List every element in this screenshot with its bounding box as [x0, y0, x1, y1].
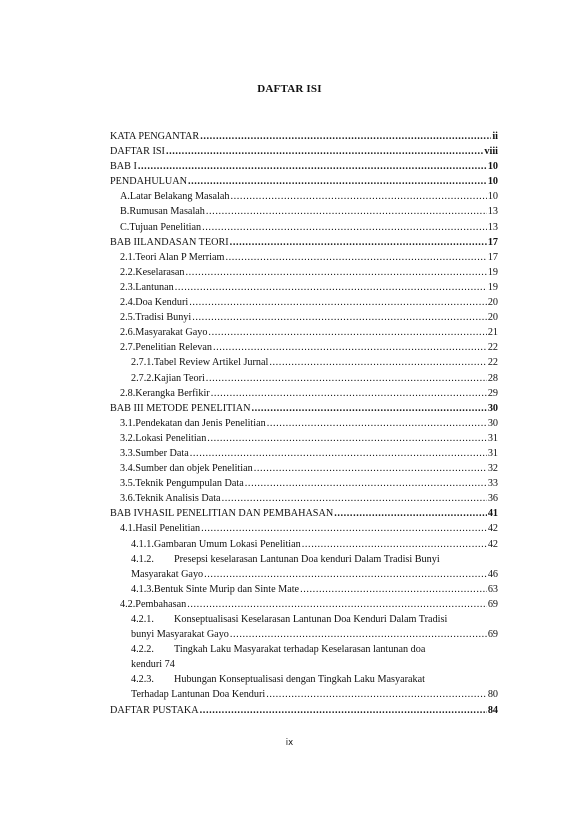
- toc-dot-leader: [166, 144, 483, 159]
- toc-dot-leader: [254, 461, 487, 476]
- toc-dot-leader: [207, 431, 487, 446]
- toc-entry-title: Doa Kenduri: [135, 297, 189, 309]
- toc-entry-page: 13: [487, 206, 498, 218]
- toc-entry-title: Tabel Review Artikel Jurnal: [153, 357, 269, 369]
- toc-entry-page: 10: [487, 161, 498, 173]
- toc-entry-title: Konseptualisasi Keselarasan Lantunan Doa Kenduri Dalam Tradisi: [174, 614, 448, 625]
- toc-entry: [110, 325, 498, 340]
- toc-entry-page: 10: [487, 191, 498, 203]
- toc-entry-number: 4.1.: [120, 523, 136, 535]
- toc-entry-page: 33: [487, 478, 498, 490]
- toc-entry-number: 3.5.: [120, 478, 136, 490]
- toc-dot-leader: [245, 476, 487, 491]
- toc-entry-number: B.: [120, 206, 130, 218]
- toc-entry: [110, 446, 498, 461]
- toc-entry-number: 4.1.1.: [131, 538, 154, 550]
- toc-entry-page: viii: [484, 146, 498, 158]
- toc-entry-number: BAB I: [110, 161, 137, 173]
- toc-dot-leader: [186, 265, 487, 280]
- toc-dot-leader: [200, 129, 491, 144]
- toc-entry-title: Pembahasan: [135, 598, 187, 610]
- toc-dot-leader: [230, 235, 487, 250]
- toc-entry-page: 22: [487, 357, 498, 369]
- toc-entry-page: 80: [487, 689, 498, 701]
- toc-entry: [110, 295, 498, 310]
- toc-entry-title: Keselarasan: [135, 266, 185, 278]
- toc-dot-leader: [206, 204, 487, 219]
- toc-entry: [110, 657, 498, 672]
- toc-entry-number: BAB II: [110, 236, 141, 248]
- toc-entry-number: 2.5.: [120, 312, 136, 324]
- page-number: ix: [285, 738, 294, 748]
- toc-entry-title: bunyi Masyarakat Gayo: [131, 629, 229, 641]
- toc-entry: [110, 537, 498, 552]
- toc-dot-leader: [175, 280, 487, 295]
- toc-dot-leader: [269, 355, 486, 370]
- toc-dot-leader: [200, 703, 487, 718]
- toc-entry-title: Tujuan Penelitian: [129, 221, 202, 233]
- toc-entry-number: 4.1.3.: [131, 583, 154, 595]
- toc-entry-number: 2.6.: [120, 327, 136, 339]
- toc-entry-title: kenduri 74: [131, 659, 175, 671]
- toc-entry-page: 29: [487, 387, 498, 399]
- toc-entry-number: BAB IV: [110, 508, 145, 520]
- toc-entry-number: 4.2.2.: [131, 644, 154, 656]
- toc-entry-title: KATA PENGANTAR: [110, 131, 200, 142]
- toc-entry-page: 22: [487, 342, 498, 354]
- toc-entry-title: Terhadap Lantunan Doa Kenduri: [131, 689, 266, 701]
- toc-dot-leader: [187, 597, 487, 612]
- toc-entry-title: Tingkah Laku Masyarakat terhadap Keselarasan lantunan doa: [174, 644, 426, 656]
- toc-entry-number: 2.1.: [120, 251, 136, 263]
- toc-entry-title: PENDAHULUAN: [110, 176, 187, 188]
- toc-entry-page: 17: [487, 236, 498, 248]
- toc-entry: [110, 310, 498, 325]
- toc-dot-leader: [267, 416, 487, 431]
- toc-entry-page: 69: [487, 598, 498, 610]
- toc-entry-title: Sumber dan objek Penelitian: [135, 463, 253, 475]
- toc-entry-page: 17: [487, 251, 498, 263]
- toc-dot-leader: [300, 582, 487, 597]
- toc-entry-number: 2.7.: [120, 342, 136, 354]
- toc-entry: [110, 340, 498, 355]
- toc-entry: [110, 265, 498, 280]
- toc-entry-title: DAFTAR PUSTAKA: [110, 704, 199, 716]
- toc-entry-title: Hasil Penelitian: [135, 523, 201, 535]
- toc-entry: [110, 476, 498, 491]
- toc-dot-leader: [266, 687, 487, 702]
- toc-entry-page: 36: [487, 493, 498, 505]
- toc-entry-page: 19: [487, 266, 498, 278]
- toc-entry: [110, 431, 498, 446]
- toc-entry: [110, 612, 498, 627]
- toc-entry-title: Lantunan: [135, 281, 174, 293]
- toc-entry-title: Lokasi Penelitian: [135, 432, 207, 444]
- toc-entry-page: 21: [487, 327, 498, 339]
- page-title: DAFTAR ISI: [257, 83, 322, 95]
- toc-entry-title: Hubungan Konseptualisasi dengan Tingkah Laku Masyarakat: [174, 674, 425, 686]
- toc-entry-page: 10: [487, 176, 498, 188]
- toc-entry: [110, 280, 498, 295]
- toc-entry-title: HASIL PENELITIAN DAN PEMBAHASAN: [144, 508, 334, 520]
- toc-entry-page: 41: [487, 508, 498, 520]
- toc-entry-page: 28: [487, 372, 498, 384]
- toc-entry-number: 4.2.1.: [131, 614, 154, 625]
- toc-entry-page: 84: [487, 704, 498, 716]
- toc-entry: [110, 491, 498, 506]
- toc-entry-number: 2.2.: [120, 266, 136, 278]
- toc-entry-number: 2.4.: [120, 297, 136, 309]
- toc-dot-leader: [230, 627, 487, 642]
- toc-entry: [110, 235, 498, 250]
- toc-entry: [110, 355, 498, 370]
- toc-entry-title: Tradisi Bunyi: [135, 312, 192, 324]
- toc-entry-title: Masyarakat Gayo: [135, 327, 208, 339]
- toc-entry: [110, 567, 498, 582]
- toc-dot-leader: [188, 174, 487, 189]
- toc-dot-leader: [334, 506, 487, 521]
- toc-entry-title: Kerangka Berfikir: [135, 387, 210, 399]
- toc-entry-title: Bentuk Sinte Murip dan Sinte Mate: [153, 583, 300, 595]
- toc-entry: [110, 159, 498, 174]
- toc-entry-number: 3.1.: [120, 417, 136, 429]
- toc-entry: [110, 204, 498, 219]
- toc-entry: [110, 597, 498, 612]
- toc-entry: [110, 189, 498, 204]
- table-of-contents: [110, 129, 498, 718]
- toc-entry-page: 20: [487, 312, 498, 324]
- toc-entry-title: LANDASAN TEORI: [140, 236, 229, 248]
- toc-entry: [110, 401, 498, 416]
- toc-entry-number: 3.2.: [120, 432, 136, 444]
- toc-dot-leader: [208, 325, 486, 340]
- toc-entry-number: 4.1.2.: [131, 553, 154, 565]
- toc-entry: [110, 703, 498, 718]
- toc-entry-number: 3.6.: [120, 493, 136, 505]
- toc-entry-title: Teknik Pengumpulan Data: [135, 478, 244, 490]
- toc-entry: [110, 250, 498, 265]
- toc-dot-leader: [206, 371, 487, 386]
- toc-entry-title: Kajian Teori: [153, 372, 205, 384]
- toc-entry: [110, 687, 498, 702]
- toc-dot-leader: [192, 310, 487, 325]
- toc-entry: [110, 582, 498, 597]
- toc-entry: [110, 144, 498, 159]
- toc-entry: [110, 174, 498, 189]
- toc-entry-number: A.: [120, 191, 130, 203]
- toc-entry-page: 42: [487, 538, 498, 550]
- toc-entry-title: Gambaran Umum Lokasi Penelitian: [153, 538, 301, 550]
- toc-dot-leader: [189, 295, 487, 310]
- toc-dot-leader: [138, 159, 487, 174]
- toc-dot-leader: [211, 386, 487, 401]
- toc-entry-number: 4.2.: [120, 598, 136, 610]
- toc-entry: [110, 416, 498, 431]
- toc-entry: [110, 371, 498, 386]
- toc-entry-number: 4.2.3.: [131, 674, 154, 686]
- toc-entry-page: 31: [487, 432, 498, 444]
- toc-entry-page: 46: [487, 568, 498, 580]
- toc-entry-number: 2.3.: [120, 281, 136, 293]
- toc-entry-page: 30: [487, 417, 498, 429]
- toc-entry-title: Pendekatan dan Jenis Penelitian: [135, 417, 266, 429]
- toc-dot-leader: [190, 446, 487, 461]
- toc-entry: [110, 642, 498, 657]
- toc-entry-number: C.: [120, 221, 130, 233]
- toc-entry-title: Teori Alan P Merriam: [135, 251, 225, 263]
- toc-dot-leader: [302, 537, 487, 552]
- toc-entry-title: BAB III METODE PENELITIAN: [110, 402, 251, 414]
- toc-entry: [110, 506, 498, 521]
- toc-dot-leader: [202, 220, 487, 235]
- toc-entry-page: 30: [487, 402, 498, 414]
- toc-dot-leader: [230, 189, 486, 204]
- toc-entry: [110, 129, 498, 144]
- toc-dot-leader: [251, 401, 486, 416]
- toc-entry-title: Penelitian Relevan: [135, 342, 212, 354]
- toc-entry-page: 13: [487, 221, 498, 233]
- toc-entry: [110, 521, 498, 536]
- toc-entry-title: DAFTAR ISI: [110, 146, 165, 158]
- toc-entry-page: 32: [487, 463, 498, 475]
- toc-entry-number: 3.4.: [120, 463, 136, 475]
- toc-entry-title: Rumusan Masalah: [129, 206, 205, 218]
- toc-entry-title: Latar Belakang Masalah: [129, 191, 230, 203]
- toc-entry-number: 2.7.2.: [131, 372, 154, 384]
- toc-dot-leader: [204, 567, 487, 582]
- toc-entry-title: Masyarakat Gayo: [131, 568, 204, 580]
- toc-entry-number: 2.7.1.: [131, 357, 154, 369]
- toc-dot-leader: [225, 250, 486, 265]
- toc-entry: [110, 627, 498, 642]
- toc-dot-leader: [201, 521, 487, 536]
- toc-entry: [110, 386, 498, 401]
- toc-dot-leader: [222, 491, 487, 506]
- toc-entry-title: Teknik Analisis Data: [135, 493, 221, 505]
- toc-entry-page: 20: [487, 297, 498, 309]
- toc-entry: [110, 220, 498, 235]
- toc-entry-title: Presepsi keselarasan Lantunan Doa kenduri Dalam Tradisi Bunyi: [174, 553, 440, 565]
- toc-entry-number: 2.8.: [120, 387, 136, 399]
- toc-entry-page: ii: [492, 131, 498, 142]
- toc-entry-page: 69: [487, 629, 498, 641]
- toc-entry-page: 19: [487, 281, 498, 293]
- toc-dot-leader: [213, 340, 487, 355]
- toc-entry-number: 3.3.: [120, 447, 136, 459]
- toc-entry-page: 42: [487, 523, 498, 535]
- toc-entry: [110, 461, 498, 476]
- toc-entry-page: 31: [487, 447, 498, 459]
- toc-entry: [110, 672, 498, 687]
- toc-entry: [110, 552, 498, 567]
- toc-entry-title: Sumber Data: [135, 447, 189, 459]
- toc-entry-page: 63: [487, 583, 498, 595]
